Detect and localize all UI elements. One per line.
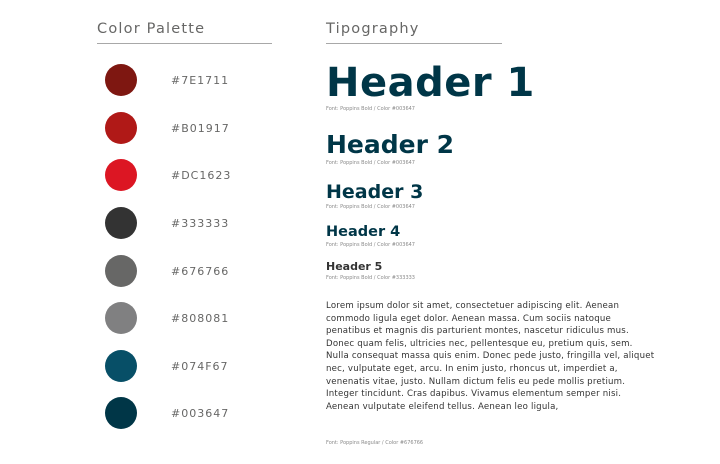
color-swatch [105,112,137,144]
color-swatch-row [105,302,229,334]
body-text-caption: Font: Poppins Regular / Color #676766 [326,440,424,446]
typography-divider [326,43,502,44]
color-swatch [105,397,137,429]
color-swatch-row [105,207,229,239]
color-hex-label: #676766 [171,264,230,278]
color-hex-label: #B01917 [171,121,230,135]
header-3-text: Header 3 [326,181,424,203]
color-swatch [105,255,137,287]
color-palette-title: Color Palette [97,21,206,37]
header-4-caption: Font: Poppins Bold / Color #003647 [326,242,415,248]
color-swatch [105,350,137,382]
header-4-sample [326,224,415,248]
color-swatch-row [105,112,230,144]
typography-title: Tipography [326,21,420,37]
color-swatch [105,207,137,239]
color-hex-label: #074F67 [171,359,229,373]
header-1-sample [326,61,535,112]
header-5-text: Header 5 [326,260,383,273]
color-palette-divider [97,43,272,44]
header-2-sample [326,130,454,166]
color-swatch [105,64,137,96]
color-hex-label: #003647 [171,406,230,420]
color-swatch-row [105,350,229,382]
color-hex-label: #DC1623 [171,168,232,182]
header-1-text: Header 1 [326,60,535,106]
color-hex-label: #808081 [171,311,230,325]
color-swatch-row [105,64,229,96]
color-swatch-row [105,397,229,429]
color-hex-label: #333333 [171,216,230,230]
header-5-sample [326,260,415,281]
color-swatch [105,159,137,191]
color-swatch [105,302,137,334]
header-3-sample [326,181,423,210]
header-2-text: Header 2 [326,130,455,159]
header-4-text: Header 4 [326,224,401,240]
color-swatch-row [105,255,229,287]
color-swatch-row [105,159,231,191]
header-2-caption: Font: Poppins Bold / Color #003647 [326,160,415,166]
header-5-caption: Font: Poppins Bold / Color #333333 [326,275,415,281]
body-text-sample: Lorem ipsum dolor sit amet, consectetuer adipiscing elit. Aenean commodo ligula eget dolor. Aenean massa. Cum sociis natoque penatibus et magnis dis parturient montes, nascetur ridiculus mus. Donec quam felis, ultricies nec, pellentesque eu, pretium quis, sem. Nulla consequat massa quis enim. Donec pede justo, fringilla vel, aliquet nec, vulputate eget, arcu. In enim justo, rhoncus ut, imperdiet a, venenatis vitae, justo. Nullam dictum felis eu pede mollis pretium. Integer tincidunt. Cras dapibus. Vivamus elementum semper nisi. Aenean vulputate eleifend tellus. Aenean leo ligula, [326,301,655,412]
header-1-caption: Font: Poppins Bold / Color #003647 [326,106,415,112]
header-3-caption: Font: Poppins Bold / Color #003647 [326,204,415,210]
color-hex-label: #7E1711 [171,73,230,87]
